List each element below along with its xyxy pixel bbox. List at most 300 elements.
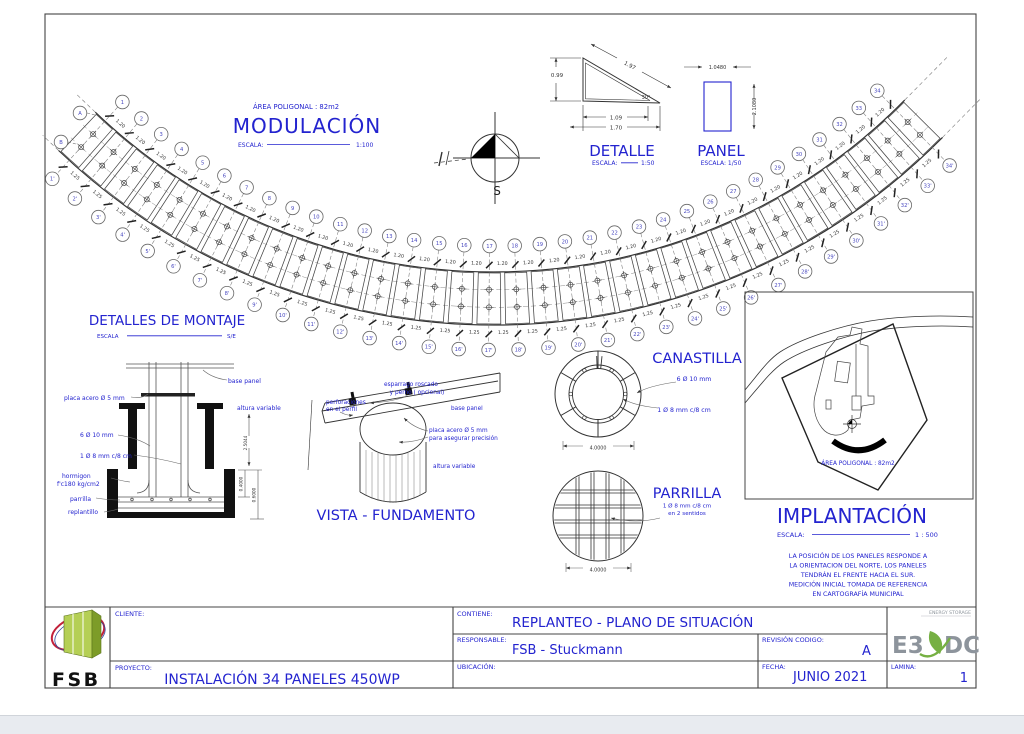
panel-center-marker [400, 296, 410, 306]
dim-tick [913, 169, 922, 178]
panel-center-marker [221, 220, 233, 232]
panel-number-bubble-top-label: 21 [586, 235, 594, 242]
montaje-label-replantillo: replantillo [68, 509, 99, 516]
panel-number-bubble-top-label: 6 [222, 173, 227, 180]
pitch-dim-label: 1.20 [625, 243, 637, 252]
dim-tick [312, 305, 320, 313]
responsable-label: RESPONSABLE: [457, 636, 507, 644]
montaje-label-rebar1: 6 Ø 10 mm [80, 432, 114, 439]
panel-center-marker [173, 194, 185, 206]
vista-label-perforaciones2: en el perfil [326, 407, 357, 413]
contiene-label: CONTIENE: [457, 610, 493, 618]
panel-cell [584, 262, 616, 316]
panel-centerline-leader [540, 251, 548, 341]
e3dc-left: E3 [892, 633, 924, 659]
e3dc-right: DC [944, 633, 980, 659]
panel-center-marker [803, 214, 815, 226]
axis-bubble-leader [87, 113, 95, 115]
panel-center-marker [676, 272, 687, 283]
responsable-value: FSB - Stuckmann [512, 643, 623, 658]
fecha-label: FECHA: [762, 663, 786, 671]
fecha-value: JUNIO 2021 [793, 670, 868, 685]
panel-center-marker [403, 278, 413, 288]
note-line: EN CARTOGRAFÍA MUNICIPAL [812, 591, 904, 598]
pitch-dim-label: 1.20 [699, 219, 712, 229]
panel-center-marker [671, 255, 682, 266]
montaje-label-altura: altura variable [237, 405, 281, 412]
pitch-dim-label: 1.20 [292, 225, 304, 234]
panel-number-bubble-bottom-label: 10' [278, 312, 287, 319]
panel-cell [477, 273, 501, 324]
foundation-section-drawing [57, 362, 281, 519]
panel-number-bubble-top-label: 1 [120, 99, 125, 106]
dim-tick [589, 253, 596, 260]
panel-centerline-leader [400, 247, 413, 336]
panel-center-marker [817, 184, 829, 196]
pitch-dim-label: 1.25 [68, 170, 80, 182]
panel-center-marker [728, 252, 740, 264]
panel-center-marker [779, 228, 791, 240]
dim-tick [257, 211, 265, 219]
dim-tick [760, 192, 769, 201]
panel-number-bubble-bottom-label: 1' [49, 176, 55, 183]
proyecto-label: PROYECTO: [115, 664, 152, 672]
panel-number-bubble-top-label: 27 [729, 189, 737, 196]
pitch-dim-label: 1.20 [154, 151, 167, 162]
fsb-logo [47, 609, 109, 658]
implantacion-notes [789, 551, 928, 598]
implantacion-drawing [745, 292, 973, 499]
cliente-label: CLIENTE: [115, 610, 145, 618]
panel-number-bubble-top-label: 18 [511, 243, 519, 250]
detalle-dim-angle: 30° [641, 95, 651, 101]
panel-number-bubble-bottom-label: 32' [900, 203, 909, 209]
dim-tick [188, 174, 197, 183]
panel-center-marker [861, 152, 874, 165]
note-line: MEDICIÓN INICIAL TOMADA DE REFERENCIA [788, 581, 928, 589]
panel-center-marker [565, 280, 575, 290]
panel-number-bubble-top-label: 16 [460, 243, 468, 250]
pitch-dim-label: 1.25 [556, 326, 568, 333]
panel-center-marker [151, 179, 164, 192]
revision-value: A [862, 644, 871, 659]
vista-label-esparrago1: esparrago roscado [384, 382, 438, 388]
montaje-label-hormigon1: hormigon [62, 473, 91, 480]
pitch-dim-label: 1.25 [188, 254, 201, 264]
pitch-dim-label: 1.25 [214, 267, 227, 277]
panel-center-marker [770, 212, 782, 224]
dim-tick [177, 248, 186, 257]
panel-number-bubble-bottom-label: 9' [252, 302, 257, 309]
pitch-dim-label: 1.20 [341, 241, 354, 250]
vista-title: VISTA - FUNDAMENTO [316, 508, 476, 524]
pitch-dim-label: 1.20 [600, 249, 612, 257]
dim-tick [783, 179, 792, 188]
note-line: LA ORIENTACION DEL NORTE, LOS PANELES [789, 562, 927, 570]
pitch-dim-label: 1.25 [241, 279, 253, 289]
panel-number-bubble-top-label: 31 [816, 137, 823, 144]
canastilla-spoke [620, 407, 635, 416]
modulacion-escala-value: 1:100 [356, 142, 374, 149]
panel-number-bubble-top-label: 24 [659, 217, 667, 224]
fsb-logo-text: FSB [52, 669, 101, 691]
pitch-dim-label: 1.25 [829, 229, 841, 240]
montaje-dim3: 0.6000 [251, 487, 257, 503]
panel-number-bubble-top-label: 17 [486, 243, 493, 250]
rebar-dot [610, 369, 614, 373]
panel-number-bubble-bottom-label: 11' [307, 321, 316, 328]
panel-number-bubble-bottom-label: 15' [424, 344, 433, 351]
dim-tick [737, 204, 746, 213]
canastilla-title: CANASTILLA [652, 351, 742, 367]
vista-label-esparrago2: y perno ( opcional) [389, 390, 445, 396]
dim-tick [601, 320, 608, 327]
dim-tick [689, 225, 697, 233]
panel-center-marker [296, 252, 307, 263]
dim-tick [284, 296, 292, 304]
pitch-dim-label: 1.25 [921, 158, 934, 170]
dim-tick [890, 188, 899, 197]
panel-cell [280, 239, 318, 295]
page-bottom-margin [0, 715, 1024, 734]
implantacion-escala-label: ESCALA: [777, 531, 805, 539]
panel-center-marker [128, 163, 141, 176]
vista-label-base: base panel [451, 406, 483, 412]
canastilla-drawing [555, 351, 742, 452]
panel-number-bubble-bottom-label: 17' [484, 347, 493, 354]
note-line: TENDRÁN EL FRENTE HACIA EL SUR. [800, 572, 916, 579]
compass-south-label: S [493, 184, 501, 198]
pitch-dim-label: 1.25 [613, 317, 626, 325]
axis-bubble-label: B [59, 139, 63, 146]
parrilla-drawing [550, 468, 721, 574]
site-compass [843, 415, 861, 433]
panel-center-marker [75, 141, 88, 154]
dim-tick [615, 247, 623, 255]
panel-drawing [684, 65, 758, 131]
vista-label-placa1: placa acero Ø 5 mm [429, 428, 488, 434]
pitch-dim-label: 1.20 [875, 107, 887, 119]
panel-number-bubble-bottom-label: 4' [120, 232, 125, 239]
pitch-dim-label: 1.25 [163, 239, 175, 250]
panel-cell [505, 272, 530, 324]
title-block [47, 609, 980, 691]
rebar-dot [583, 369, 587, 373]
panel-center-marker [118, 177, 131, 190]
panel-number-bubble-bottom-label: 8' [224, 291, 230, 298]
panel-dim-height: 2.1080 [752, 97, 758, 116]
dim-tick [166, 160, 175, 169]
dim-tick [125, 129, 134, 138]
pitch-dim-label: 1.25 [324, 308, 336, 316]
dim-tick [356, 245, 364, 253]
dim-tick [331, 238, 339, 246]
panel-number-bubble-bottom-label: 21' [603, 337, 612, 344]
panel-center-marker [722, 236, 734, 248]
building-footprint [814, 327, 874, 435]
panel-centerline-leader [127, 155, 178, 229]
pitch-dim-label: 1.25 [697, 293, 710, 303]
panel-center-marker [540, 300, 550, 310]
panel-number-bubble-bottom-label: 7' [197, 278, 203, 285]
panel-center-marker [485, 285, 494, 294]
panel-center-marker [376, 274, 387, 285]
pitch-dim-label: 1.25 [439, 328, 451, 335]
panel-center-marker [141, 193, 154, 206]
dim-tick [805, 165, 814, 174]
parrilla-label1: 1 Ø 8 mm c/8 cm [662, 503, 712, 510]
contiene-value: REPLANTEO - PLANO DE SITUACIÓN [512, 615, 754, 631]
dim-tick [282, 221, 290, 229]
panel-center-marker [238, 248, 250, 260]
panel-number-bubble-bottom-label: 20' [574, 342, 583, 349]
pitch-dim-label: 1.20 [769, 184, 782, 195]
panel-number-bubble-top-label: 32 [836, 122, 843, 128]
panel-number-bubble-top-label: 4 [179, 146, 184, 153]
pitch-dim-label: 1.25 [778, 258, 791, 269]
pitch-dim-label: 1.20 [835, 141, 847, 152]
panel-array-site-arc [833, 440, 885, 450]
panel-number-bubble-top-label: 7 [244, 185, 249, 192]
implantacion-title: IMPLANTACIÓN [776, 504, 928, 528]
pitch-dim-label: 1.25 [642, 310, 654, 319]
panel-center-marker [246, 232, 258, 244]
dim-tick [793, 253, 802, 262]
panel-center-marker [512, 302, 521, 311]
panel-number-bubble-bottom-label: 5' [145, 248, 151, 255]
panel-cell [686, 232, 725, 288]
panel-escala: ESCALA: 1/50 [700, 160, 742, 167]
dim-tick [229, 274, 237, 282]
montaje-dim1: 2.5044 [243, 435, 248, 451]
montaje-label-hormigon2: f'c180 kg/cm2 [57, 481, 100, 488]
panel-cell [735, 211, 778, 267]
detalle-dim-base2: 1.70 [609, 125, 623, 132]
dim-tick [145, 145, 154, 154]
rebar-dot [583, 416, 587, 420]
dim-tick [382, 251, 389, 258]
detalle-drawing [550, 44, 671, 132]
dim-tick [398, 324, 405, 331]
panel-number-bubble-top-label: 34 [873, 88, 881, 95]
panel-cell [420, 269, 448, 322]
modulacion-title: MODULACIÓN [232, 114, 382, 138]
panel-number-bubble-top-label: 12 [361, 228, 369, 235]
parrilla-label2: en 2 sentidos [668, 511, 706, 517]
panel-cell [711, 222, 752, 278]
panel-number-bubble-top-label: 26 [706, 199, 714, 206]
pitch-dim-label: 1.25 [670, 303, 682, 311]
panel-centerline-leader [591, 245, 607, 334]
dim-tick [843, 223, 852, 232]
dim-tick [104, 200, 113, 209]
pitch-dim-label: 1.20 [574, 254, 586, 262]
panel-number-bubble-bottom-label: 26' [747, 295, 756, 302]
pitch-dim-label: 1.20 [675, 228, 688, 237]
panel-cell [335, 254, 369, 309]
panel-cell [227, 218, 269, 274]
pitch-dim-label: 1.20 [367, 247, 379, 256]
pitch-dim-label: 1.25 [804, 244, 816, 255]
panel-number-bubble-bottom-label: 3' [96, 215, 101, 221]
montaje-label-base-panel: base panel [228, 378, 261, 385]
detalle-dim-height: 0.99 [550, 73, 564, 79]
pitch-dim-label: 1.25 [296, 299, 308, 308]
pitch-dim-label: 1.20 [316, 234, 329, 243]
panel-center-marker [107, 146, 120, 159]
montaje-title: DETALLES DE MONTAJE [88, 313, 246, 329]
panel-number-bubble-top-label: 23 [635, 224, 643, 231]
detalle-escala-label: ESCALA: [592, 160, 618, 167]
pitch-dim-label: 1.20 [220, 193, 233, 203]
dim-tick [573, 325, 580, 332]
panel-center-marker [850, 183, 863, 196]
panel-cell [448, 272, 474, 324]
panel-center-marker [881, 134, 894, 147]
panel-centerline-leader [616, 240, 636, 328]
panel-number-bubble-bottom-label: 33' [923, 183, 932, 190]
detalle-dim-base1: 1.09 [609, 115, 623, 122]
parrilla-title: PARRILLA [652, 486, 722, 502]
dim-tick [741, 279, 749, 287]
pitch-dim-label: 1.25 [527, 329, 539, 336]
lamina-label: LAMINA: [891, 664, 917, 671]
panel-cell [307, 247, 343, 302]
panel-number-bubble-top-label: 25 [683, 209, 691, 215]
dim-tick [211, 188, 220, 197]
modulacion-header [233, 102, 382, 149]
panel-center-marker [345, 285, 356, 296]
canastilla-spoke [561, 407, 576, 416]
vista-label-altura: altura variable [433, 464, 476, 470]
montaje-label-parrilla: parrilla [70, 496, 91, 503]
pitch-dim-label: 1.20 [650, 236, 663, 245]
panel-centerline-leader [515, 253, 518, 343]
dim-tick [640, 241, 648, 249]
panel-centerline-leader [430, 250, 439, 340]
panel-number-bubble-top-label: 30 [795, 151, 803, 158]
note-line: LA POSICIÓN DE LOS PANELES RESPONDE A [788, 553, 928, 560]
panel-center-marker [197, 208, 209, 220]
panel-number-bubble-bottom-label: 6' [171, 264, 176, 271]
axis-bubble-label: A [78, 110, 82, 117]
vista-label-placa2: para asegurar precisión [429, 436, 498, 442]
canastilla-label2: 1 Ø 8 mm c/8 cm [657, 407, 711, 414]
e3dc-tagline: ENERGY STORAGE [929, 611, 971, 616]
canastilla-spoke [601, 356, 602, 368]
dim-tick [203, 262, 212, 271]
panel-number-bubble-top-label: 10 [312, 214, 320, 221]
pitch-dim-label: 1.20 [548, 258, 560, 265]
panel-centerline-leader [803, 160, 853, 235]
pitch-dim-label: 1.20 [470, 261, 482, 267]
panel-number-bubble-bottom-label: 18' [514, 347, 523, 354]
detalle-dim-hyp: 1.97 [622, 60, 637, 72]
panel-cell [557, 267, 586, 321]
panel-center-marker [372, 291, 383, 302]
panel-center-marker [794, 199, 806, 211]
panel-number-bubble-top-label: 5 [201, 160, 205, 167]
panel-center-marker [872, 166, 885, 179]
panel-number-bubble-bottom-label: 27' [774, 282, 783, 289]
extension-line [943, 98, 982, 137]
panel-center-marker [827, 199, 839, 211]
panel-center-marker [291, 269, 302, 280]
pitch-dim-label: 1.20 [176, 166, 188, 177]
panel-centerline-leader [203, 194, 243, 275]
detalle-title: DETALLE [589, 142, 655, 160]
panel-number-bubble-bottom-label: 24' [690, 316, 700, 323]
panel-center-marker [893, 147, 906, 160]
pitch-dim-label: 1.20 [747, 197, 759, 207]
dim-tick [408, 255, 415, 262]
panel-center-marker [512, 285, 521, 294]
dim-tick [564, 257, 571, 264]
pitch-dim-label: 1.25 [468, 330, 480, 336]
panel-center-marker [623, 287, 634, 298]
panel-cell [391, 265, 421, 319]
panel-center-marker [428, 299, 438, 309]
pitch-dim-label: 1.20 [497, 261, 508, 267]
panel-number-bubble-top-label: 9 [290, 205, 295, 212]
panel-number-bubble-top-label: 33 [855, 105, 863, 112]
panel-number-bubble-top-label: 14 [410, 238, 418, 245]
rebar-dot [610, 416, 614, 420]
pitch-dim-label: 1.25 [268, 290, 281, 299]
panel-center-marker [839, 168, 852, 181]
panel-center-marker [595, 293, 605, 303]
canastilla-dim: 4.0000 [589, 446, 607, 452]
pitch-dim-label: 1.20 [444, 259, 456, 266]
panel-center-marker [746, 225, 758, 237]
panel-number-bubble-bottom-label: 23' [662, 324, 671, 331]
panel-number-bubble-bottom-label: 16' [454, 347, 463, 353]
ubicacion-label: UBICACIÓN: [457, 663, 496, 671]
dim-tick [630, 315, 638, 323]
dim-tick [256, 286, 264, 294]
panel-center-marker [592, 275, 602, 285]
pitch-dim-label: 1.25 [381, 321, 393, 328]
panel-cell [363, 260, 395, 314]
dim-tick [234, 200, 243, 209]
panel-number-bubble-bottom-label: 22' [633, 332, 642, 338]
pitch-dim-label: 1.20 [114, 118, 126, 130]
panel-cell [661, 242, 699, 298]
pitch-dim-label: 1.20 [723, 208, 736, 218]
canastilla-spoke [561, 373, 576, 382]
dim-tick [665, 233, 673, 241]
panel-number-bubble-top-label: 13 [385, 233, 393, 240]
panel-number-bubble-bottom-label: 30' [852, 238, 861, 245]
dim-tick [152, 233, 161, 242]
pitch-dim-label: 1.25 [352, 315, 365, 323]
panel-cell [531, 270, 558, 323]
pitch-dim-label: 1.25 [877, 196, 889, 207]
dim-tick [867, 206, 876, 215]
panel-center-marker [619, 270, 630, 281]
panel-number-bubble-bottom-label: 31' [876, 221, 886, 228]
detalle-escala-value: 1:50 [641, 160, 655, 167]
panel-center-marker [213, 236, 225, 248]
panel-title: PANEL [697, 142, 745, 160]
pitch-dim-label: 1.25 [853, 213, 866, 224]
panel-center-marker [188, 223, 200, 235]
revision-label: REVISIÓN CODIGO: [762, 636, 824, 644]
panel-number-bubble-bottom-label: 25' [719, 306, 728, 313]
panel-center-marker [349, 268, 360, 279]
pitch-dim-label: 1.20 [198, 180, 210, 191]
implantacion-area-label: ÁREA POLIGONAL : 82m2 [821, 461, 895, 467]
